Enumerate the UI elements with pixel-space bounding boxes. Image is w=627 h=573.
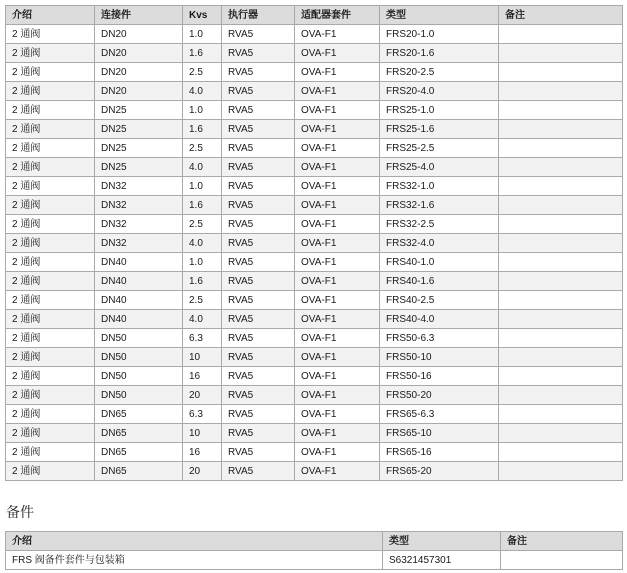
description-cell: 2 通阀 <box>6 158 95 177</box>
description-cell: 2 通阀 <box>6 101 95 120</box>
remarks-cell <box>499 63 623 82</box>
kvs-cell: 6.3 <box>183 405 222 424</box>
adapter-kit-cell: OVA-F1 <box>295 367 380 386</box>
table-row <box>6 215 623 234</box>
kvs-cell: 2.5 <box>183 139 222 158</box>
kvs-cell: 4.0 <box>183 234 222 253</box>
table-row <box>6 424 623 443</box>
actuator-cell: RVA5 <box>222 443 295 462</box>
adapter-kit-cell: OVA-F1 <box>295 253 380 272</box>
description-cell: 2 通阀 <box>6 82 95 101</box>
actuator-cell: RVA5 <box>222 310 295 329</box>
kvs-cell: 16 <box>183 367 222 386</box>
acc-header-description: 介绍 <box>6 532 383 551</box>
description-cell: 2 通阀 <box>6 367 95 386</box>
actuator-cell: RVA5 <box>222 82 295 101</box>
type-cell: FRS40-1.0 <box>380 253 499 272</box>
actuator-cell: RVA5 <box>222 177 295 196</box>
remarks-cell <box>499 462 623 481</box>
table-row <box>6 158 623 177</box>
table-row <box>6 63 623 82</box>
adapter-kit-cell: OVA-F1 <box>295 82 380 101</box>
table-header-row <box>6 6 623 25</box>
table-row <box>6 177 623 196</box>
description-cell: 2 通阀 <box>6 462 95 481</box>
table-row <box>6 386 623 405</box>
description-cell: 2 通阀 <box>6 405 95 424</box>
adapter-kit-cell: OVA-F1 <box>295 177 380 196</box>
type-cell: FRS50-10 <box>380 348 499 367</box>
adapter-kit-cell: OVA-F1 <box>295 348 380 367</box>
actuator-cell: RVA5 <box>222 424 295 443</box>
remarks-cell <box>499 424 623 443</box>
actuator-cell: RVA5 <box>222 139 295 158</box>
type-cell: FRS32-4.0 <box>380 234 499 253</box>
connection-cell: DN25 <box>95 158 183 177</box>
kvs-cell: 2.5 <box>183 215 222 234</box>
table-row <box>6 291 623 310</box>
type-cell: FRS25-4.0 <box>380 158 499 177</box>
connection-cell: DN25 <box>95 101 183 120</box>
connection-cell: DN32 <box>95 196 183 215</box>
description-cell: 2 通阀 <box>6 291 95 310</box>
type-cell: FRS25-2.5 <box>380 139 499 158</box>
connection-cell: DN32 <box>95 177 183 196</box>
adapter-kit-cell: OVA-F1 <box>295 291 380 310</box>
adapter-kit-cell: OVA-F1 <box>295 462 380 481</box>
kvs-cell: 6.3 <box>183 329 222 348</box>
description-cell: 2 通阀 <box>6 139 95 158</box>
table-row <box>6 310 623 329</box>
actuator-cell: RVA5 <box>222 291 295 310</box>
table-row <box>6 272 623 291</box>
connection-cell: DN65 <box>95 462 183 481</box>
table-row <box>6 101 623 120</box>
connection-cell: DN20 <box>95 25 183 44</box>
table-row <box>6 234 623 253</box>
type-cell: FRS65-6.3 <box>380 405 499 424</box>
connection-cell: DN40 <box>95 272 183 291</box>
remarks-cell <box>499 139 623 158</box>
type-cell: FRS20-2.5 <box>380 63 499 82</box>
adapter-kit-cell: OVA-F1 <box>295 424 380 443</box>
description-cell: 2 通阀 <box>6 310 95 329</box>
connection-cell: DN20 <box>95 82 183 101</box>
actuator-cell: RVA5 <box>222 367 295 386</box>
type-cell: FRS32-1.6 <box>380 196 499 215</box>
connection-cell: DN50 <box>95 329 183 348</box>
description-cell: 2 通阀 <box>6 386 95 405</box>
acc-type-cell: S6321457301 <box>383 551 501 570</box>
connection-cell: DN25 <box>95 120 183 139</box>
type-cell: FRS32-2.5 <box>380 215 499 234</box>
adapter-kit-cell: OVA-F1 <box>295 329 380 348</box>
remarks-cell <box>499 291 623 310</box>
kvs-cell: 1.6 <box>183 196 222 215</box>
header-kvs: Kvs <box>183 6 222 25</box>
connection-cell: DN40 <box>95 253 183 272</box>
actuator-cell: RVA5 <box>222 158 295 177</box>
table-row <box>6 443 623 462</box>
remarks-cell <box>499 196 623 215</box>
adapter-kit-cell: OVA-F1 <box>295 310 380 329</box>
connection-cell: DN20 <box>95 63 183 82</box>
adapter-kit-cell: OVA-F1 <box>295 25 380 44</box>
connection-cell: DN50 <box>95 386 183 405</box>
remarks-cell <box>499 158 623 177</box>
table-row <box>6 253 623 272</box>
kvs-cell: 1.0 <box>183 101 222 120</box>
remarks-cell <box>499 443 623 462</box>
type-cell: FRS25-1.0 <box>380 101 499 120</box>
table-row <box>6 25 623 44</box>
type-cell: FRS40-2.5 <box>380 291 499 310</box>
adapter-kit-cell: OVA-F1 <box>295 234 380 253</box>
table-row <box>6 120 623 139</box>
header-adapter-kit: 适配器套件 <box>295 6 380 25</box>
header-type: 类型 <box>380 6 499 25</box>
remarks-cell <box>499 44 623 63</box>
acc-description-cell: FRS 阀备件套件与包装箱 <box>6 551 383 570</box>
table-row <box>6 551 623 570</box>
kvs-cell: 2.5 <box>183 63 222 82</box>
remarks-cell <box>499 272 623 291</box>
remarks-cell <box>499 253 623 272</box>
type-cell: FRS25-1.6 <box>380 120 499 139</box>
actuator-cell: RVA5 <box>222 120 295 139</box>
description-cell: 2 通阀 <box>6 443 95 462</box>
kvs-cell: 16 <box>183 443 222 462</box>
remarks-cell <box>499 386 623 405</box>
remarks-cell <box>499 215 623 234</box>
description-cell: 2 通阀 <box>6 177 95 196</box>
connection-cell: DN65 <box>95 424 183 443</box>
type-cell: FRS65-10 <box>380 424 499 443</box>
description-cell: 2 通阀 <box>6 234 95 253</box>
table-row <box>6 405 623 424</box>
remarks-cell <box>499 120 623 139</box>
remarks-cell <box>499 348 623 367</box>
table-row <box>6 196 623 215</box>
kvs-cell: 1.6 <box>183 272 222 291</box>
remarks-cell <box>499 234 623 253</box>
accessories-table <box>5 531 623 570</box>
connection-cell: DN40 <box>95 291 183 310</box>
acc-header-type: 类型 <box>383 532 501 551</box>
description-cell: 2 通阀 <box>6 63 95 82</box>
remarks-cell <box>499 367 623 386</box>
actuator-cell: RVA5 <box>222 196 295 215</box>
kvs-cell: 1.0 <box>183 253 222 272</box>
remarks-cell <box>499 25 623 44</box>
type-cell: FRS40-1.6 <box>380 272 499 291</box>
actuator-cell: RVA5 <box>222 462 295 481</box>
kvs-cell: 1.0 <box>183 177 222 196</box>
remarks-cell <box>499 177 623 196</box>
type-cell: FRS65-20 <box>380 462 499 481</box>
kvs-cell: 10 <box>183 424 222 443</box>
actuator-cell: RVA5 <box>222 253 295 272</box>
adapter-kit-cell: OVA-F1 <box>295 139 380 158</box>
type-cell: FRS50-16 <box>380 367 499 386</box>
accessories-table-body <box>6 551 623 570</box>
description-cell: 2 通阀 <box>6 329 95 348</box>
header-remarks: 备注 <box>499 6 623 25</box>
table-row <box>6 329 623 348</box>
description-cell: 2 通阀 <box>6 25 95 44</box>
actuator-cell: RVA5 <box>222 272 295 291</box>
kvs-cell: 2.5 <box>183 291 222 310</box>
type-cell: FRS40-4.0 <box>380 310 499 329</box>
adapter-kit-cell: OVA-F1 <box>295 158 380 177</box>
description-cell: 2 通阀 <box>6 424 95 443</box>
actuator-cell: RVA5 <box>222 44 295 63</box>
actuator-cell: RVA5 <box>222 234 295 253</box>
adapter-kit-cell: OVA-F1 <box>295 196 380 215</box>
kvs-cell: 1.0 <box>183 25 222 44</box>
remarks-cell <box>499 329 623 348</box>
description-cell: 2 通阀 <box>6 348 95 367</box>
description-cell: 2 通阀 <box>6 120 95 139</box>
actuator-cell: RVA5 <box>222 215 295 234</box>
type-cell: FRS65-16 <box>380 443 499 462</box>
remarks-cell <box>499 310 623 329</box>
actuator-cell: RVA5 <box>222 25 295 44</box>
valve-table <box>5 5 623 481</box>
remarks-cell <box>499 82 623 101</box>
connection-cell: DN50 <box>95 348 183 367</box>
table-row <box>6 44 623 63</box>
type-cell: FRS20-1.0 <box>380 25 499 44</box>
connection-cell: DN32 <box>95 234 183 253</box>
accessories-header-row <box>6 532 623 551</box>
description-cell: 2 通阀 <box>6 272 95 291</box>
kvs-cell: 1.6 <box>183 120 222 139</box>
table-row <box>6 462 623 481</box>
accessories-heading: 备件 <box>6 504 34 520</box>
header-connection: 连接件 <box>95 6 183 25</box>
description-cell: 2 通阀 <box>6 44 95 63</box>
table-row <box>6 139 623 158</box>
description-cell: 2 通阀 <box>6 215 95 234</box>
actuator-cell: RVA5 <box>222 63 295 82</box>
table-row <box>6 82 623 101</box>
actuator-cell: RVA5 <box>222 329 295 348</box>
connection-cell: DN40 <box>95 310 183 329</box>
connection-cell: DN65 <box>95 443 183 462</box>
description-cell: 2 通阀 <box>6 196 95 215</box>
valve-table-body <box>6 25 623 481</box>
connection-cell: DN25 <box>95 139 183 158</box>
acc-remarks-cell <box>501 551 623 570</box>
acc-header-remarks: 备注 <box>501 532 623 551</box>
kvs-cell: 20 <box>183 386 222 405</box>
table-row <box>6 348 623 367</box>
remarks-cell <box>499 101 623 120</box>
type-cell: FRS32-1.0 <box>380 177 499 196</box>
kvs-cell: 10 <box>183 348 222 367</box>
type-cell: FRS50-6.3 <box>380 329 499 348</box>
table-row <box>6 367 623 386</box>
adapter-kit-cell: OVA-F1 <box>295 443 380 462</box>
connection-cell: DN32 <box>95 215 183 234</box>
adapter-kit-cell: OVA-F1 <box>295 63 380 82</box>
type-cell: FRS50-20 <box>380 386 499 405</box>
connection-cell: DN50 <box>95 367 183 386</box>
header-actuator: 执行器 <box>222 6 295 25</box>
kvs-cell: 1.6 <box>183 44 222 63</box>
adapter-kit-cell: OVA-F1 <box>295 101 380 120</box>
header-description: 介绍 <box>6 6 95 25</box>
adapter-kit-cell: OVA-F1 <box>295 44 380 63</box>
type-cell: FRS20-1.6 <box>380 44 499 63</box>
kvs-cell: 20 <box>183 462 222 481</box>
kvs-cell: 4.0 <box>183 82 222 101</box>
actuator-cell: RVA5 <box>222 386 295 405</box>
remarks-cell <box>499 405 623 424</box>
adapter-kit-cell: OVA-F1 <box>295 386 380 405</box>
adapter-kit-cell: OVA-F1 <box>295 405 380 424</box>
adapter-kit-cell: OVA-F1 <box>295 215 380 234</box>
connection-cell: DN20 <box>95 44 183 63</box>
actuator-cell: RVA5 <box>222 348 295 367</box>
adapter-kit-cell: OVA-F1 <box>295 272 380 291</box>
description-cell: 2 通阀 <box>6 253 95 272</box>
adapter-kit-cell: OVA-F1 <box>295 120 380 139</box>
actuator-cell: RVA5 <box>222 405 295 424</box>
kvs-cell: 4.0 <box>183 158 222 177</box>
type-cell: FRS20-4.0 <box>380 82 499 101</box>
connection-cell: DN65 <box>95 405 183 424</box>
actuator-cell: RVA5 <box>222 101 295 120</box>
kvs-cell: 4.0 <box>183 310 222 329</box>
